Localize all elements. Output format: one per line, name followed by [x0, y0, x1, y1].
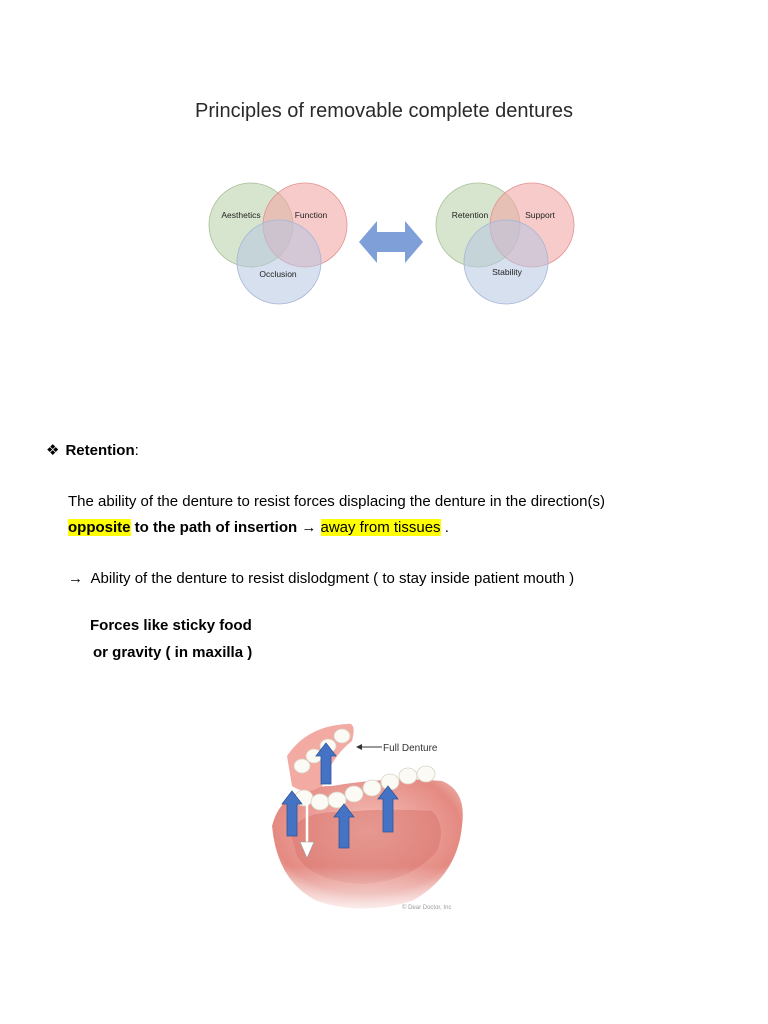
- forces-line-1: Forces like sticky food: [90, 617, 252, 634]
- full-denture-callout: [356, 743, 438, 754]
- ability-text: Ability of the denture to resist dislodgment ( to stay inside patient mouth ): [90, 570, 575, 587]
- venn-left-label-2: Function: [294, 210, 328, 220]
- venn-right-circle-3: [464, 220, 548, 304]
- definition-bold-text: to the path of insertion: [130, 519, 298, 536]
- definition-end: .: [440, 519, 449, 536]
- watermark-text: © Dear Doctor, Inc: [402, 905, 452, 911]
- venn-diagram-right: [432, 180, 612, 305]
- full-denture-label: Full Denture: [383, 743, 438, 754]
- double-arrow-icon: [357, 218, 425, 266]
- highlight-away-from-tissues: away from tissues: [320, 519, 441, 536]
- ability-line: [68, 566, 728, 592]
- page-title: Principles of removable complete dentures: [195, 100, 573, 122]
- definition-paragraph: [68, 489, 728, 541]
- venn-left-circle-3: [237, 220, 321, 304]
- venn-left-label-1: Aesthetics: [221, 210, 261, 220]
- right-arrow-icon: →: [297, 519, 321, 536]
- section-heading-label: Retention: [65, 442, 135, 459]
- highlight-opposite: opposite: [68, 519, 131, 536]
- venn-right-label-1: Retention: [451, 210, 489, 220]
- denture-illustration: [262, 716, 472, 921]
- section-heading-colon: :: [134, 442, 139, 459]
- section-heading: [46, 441, 139, 459]
- venn-left-label-3: Occlusion: [259, 269, 297, 279]
- forces-line-2: or gravity ( in maxilla ): [93, 644, 253, 661]
- diamond-bullet-icon: ❖: [46, 442, 60, 459]
- venn-right-label-2: Support: [525, 210, 555, 220]
- venn-right-label-3: Stability: [492, 267, 522, 277]
- right-arrow-icon: →: [68, 570, 83, 587]
- definition-text: The ability of the denture to resist forces displacing the denture in the direction(s): [68, 493, 605, 510]
